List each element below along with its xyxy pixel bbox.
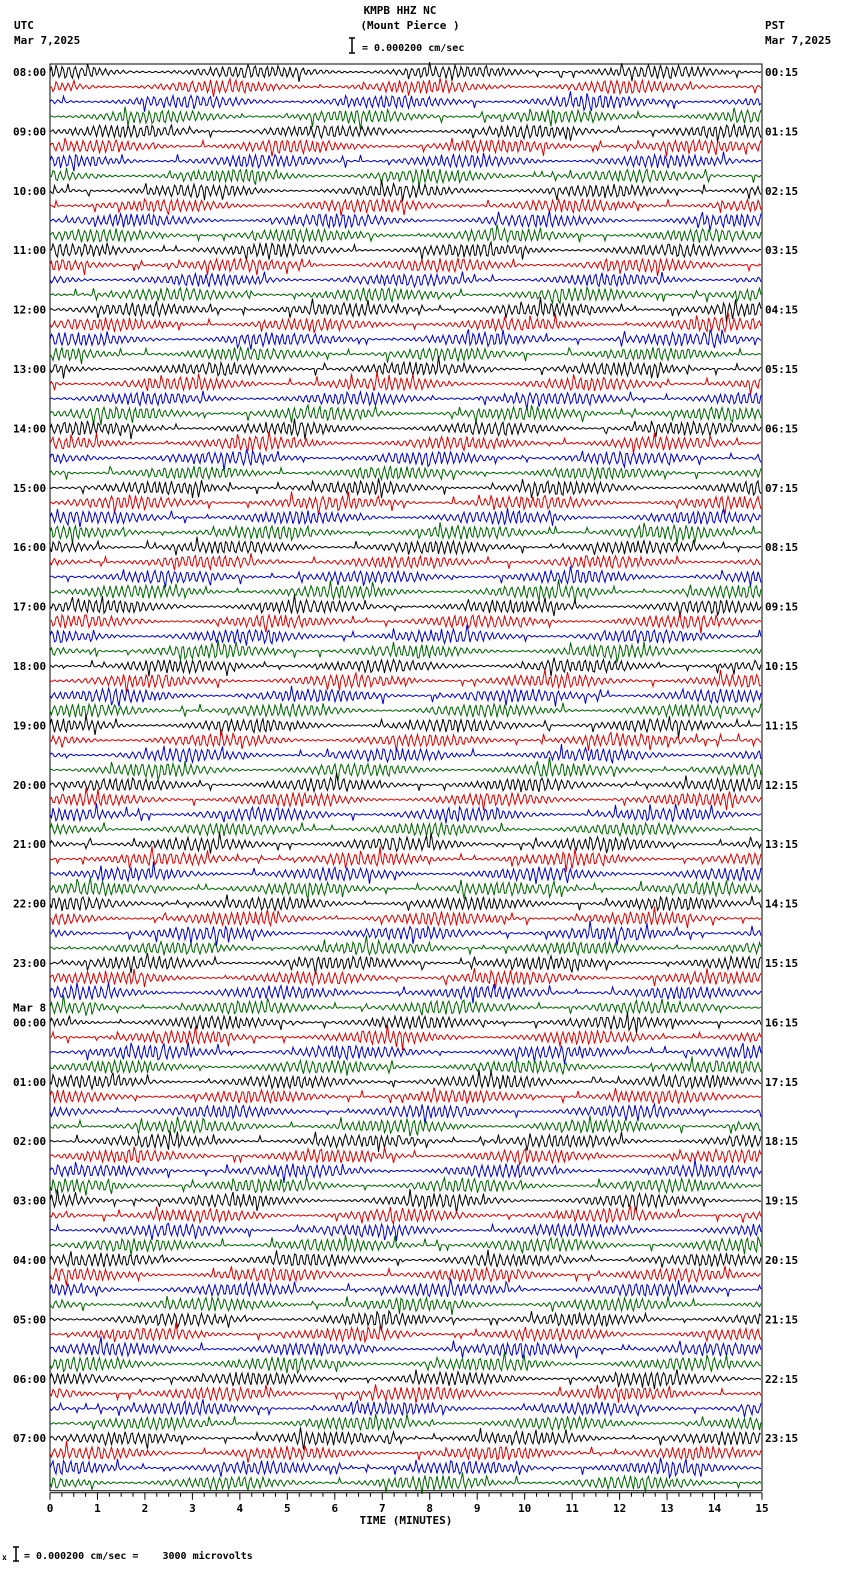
trace-line bbox=[50, 91, 761, 112]
x-tick-label: 10 bbox=[518, 1501, 532, 1515]
trace-line bbox=[50, 788, 761, 810]
station-title: KMPB HHZ NC bbox=[363, 4, 437, 17]
trace-line bbox=[50, 225, 761, 243]
left-hour-label: 07:00 bbox=[13, 1432, 47, 1446]
trace-line bbox=[50, 729, 761, 751]
left-hour-label: 21:00 bbox=[13, 838, 47, 852]
left-hour-label: 15:00 bbox=[13, 481, 47, 495]
trace-line bbox=[50, 449, 761, 471]
left-timezone: UTC bbox=[14, 19, 34, 32]
trace-line bbox=[50, 1458, 761, 1478]
trace-line bbox=[50, 1131, 761, 1152]
trace-line bbox=[50, 272, 761, 287]
x-tick-label: 3 bbox=[189, 1501, 196, 1515]
trace-line bbox=[50, 1207, 761, 1224]
x-tick-label: 5 bbox=[284, 1501, 291, 1515]
trace-line bbox=[50, 1024, 761, 1050]
right-hour-label: 16:15 bbox=[765, 1016, 799, 1030]
trace-line bbox=[50, 1296, 761, 1315]
trace-line bbox=[50, 968, 761, 989]
trace-line bbox=[50, 478, 761, 498]
right-hour-label: 09:15 bbox=[765, 600, 799, 614]
left-hour-label: 14:00 bbox=[13, 422, 47, 436]
x-tick-label: 7 bbox=[378, 1501, 386, 1515]
right-hour-label: 11:15 bbox=[765, 719, 799, 733]
footer-scale-icon bbox=[2, 1545, 22, 1563]
trace-line bbox=[50, 1369, 761, 1389]
trace-line bbox=[50, 833, 761, 854]
right-hour-label: 12:15 bbox=[765, 778, 799, 792]
left-hour-label: 09:00 bbox=[13, 125, 47, 139]
trace-line bbox=[50, 1116, 761, 1137]
trace-line bbox=[50, 522, 761, 544]
trace-line bbox=[50, 1056, 761, 1075]
trace-line bbox=[50, 508, 761, 527]
right-hour-label: 23:15 bbox=[765, 1432, 799, 1446]
trace-line bbox=[50, 1441, 761, 1463]
trace-line bbox=[50, 1414, 761, 1430]
right-hour-label: 06:15 bbox=[765, 422, 799, 436]
right-timezone: PST bbox=[765, 19, 785, 32]
trace-line bbox=[50, 1012, 761, 1033]
x-tick-label: 0 bbox=[46, 1501, 54, 1515]
trace-line bbox=[50, 391, 761, 410]
left-hour-label: 02:00 bbox=[13, 1135, 47, 1149]
left-hour-label: 05:00 bbox=[13, 1313, 47, 1327]
right-hour-label: 00:15 bbox=[765, 66, 799, 79]
trace-line bbox=[50, 553, 761, 570]
x-tick-label: 15 bbox=[755, 1501, 769, 1515]
left-hour-label: 04:00 bbox=[13, 1254, 47, 1267]
trace-line bbox=[50, 953, 761, 975]
left-hour-label: 13:00 bbox=[13, 363, 47, 376]
trace-line bbox=[50, 180, 761, 202]
trace-line bbox=[50, 658, 761, 677]
right-hour-label: 04:15 bbox=[765, 303, 799, 317]
left-hour-label: 08:00 bbox=[13, 66, 47, 79]
trace-line bbox=[50, 1147, 761, 1165]
trace-line bbox=[50, 1160, 761, 1183]
trace-line bbox=[50, 686, 761, 707]
trace-line bbox=[50, 287, 761, 303]
left-hour-label: 19:00 bbox=[13, 719, 47, 733]
trace-line bbox=[50, 152, 761, 172]
trace-line bbox=[50, 356, 761, 378]
trace-line bbox=[50, 297, 761, 322]
site-title: (Mount Pierce ) bbox=[360, 19, 460, 32]
right-hour-label: 01:15 bbox=[765, 125, 799, 139]
left-hour-label: 17:00 bbox=[13, 600, 47, 614]
right-hour-label: 19:15 bbox=[765, 1194, 799, 1208]
svg-text:x: x bbox=[2, 1553, 7, 1562]
trace-line bbox=[50, 78, 761, 97]
trace-line bbox=[50, 1427, 761, 1449]
trace-line bbox=[50, 405, 761, 425]
trace-line bbox=[50, 168, 761, 187]
trace-line bbox=[50, 822, 761, 836]
right-hour-label: 05:15 bbox=[765, 363, 799, 376]
right-hour-label: 17:15 bbox=[765, 1075, 799, 1089]
trace-line bbox=[50, 211, 761, 231]
left-hour-label: 16:00 bbox=[13, 541, 47, 555]
right-hour-label: 13:15 bbox=[765, 838, 799, 852]
scale-label: = 0.000200 cm/sec bbox=[362, 43, 465, 54]
trace-line bbox=[50, 199, 761, 216]
trace-line bbox=[50, 1337, 761, 1359]
footer-scale-note: = 0.000200 cm/sec = 3000 microvolts bbox=[24, 1551, 253, 1562]
trace-line bbox=[50, 744, 761, 763]
right-date: Mar 7,2025 bbox=[765, 34, 832, 47]
trace-line bbox=[50, 595, 761, 618]
trace-line bbox=[50, 1177, 761, 1195]
right-hour-label: 02:15 bbox=[765, 184, 799, 198]
trace-line bbox=[50, 1070, 761, 1089]
trace-line bbox=[50, 431, 761, 453]
date-change-label: Mar 8 bbox=[13, 1001, 47, 1015]
left-hour-label: 20:00 bbox=[13, 778, 47, 792]
left-hour-label: 01:00 bbox=[13, 1075, 47, 1089]
right-hour-label: 08:15 bbox=[765, 541, 799, 555]
x-tick-label: 14 bbox=[707, 1501, 722, 1515]
right-hour-label: 15:15 bbox=[765, 957, 799, 970]
left-hour-label: 18:00 bbox=[13, 660, 47, 673]
trace-line bbox=[50, 1223, 761, 1241]
x-tick-label: 12 bbox=[612, 1501, 627, 1515]
trace-line bbox=[50, 566, 761, 587]
trace-line bbox=[50, 640, 761, 663]
right-hour-label: 20:15 bbox=[765, 1254, 799, 1267]
right-hour-label: 21:15 bbox=[765, 1313, 799, 1327]
x-tick-label: 2 bbox=[141, 1501, 149, 1515]
right-hour-label: 07:15 bbox=[765, 481, 799, 495]
trace-line bbox=[50, 625, 761, 646]
trace-line bbox=[50, 847, 761, 872]
trace-line bbox=[50, 878, 761, 899]
left-hour-label: 11:00 bbox=[13, 244, 47, 258]
trace-line bbox=[50, 537, 761, 556]
trace-line bbox=[50, 62, 761, 82]
trace-line bbox=[50, 579, 761, 603]
trace-line bbox=[50, 921, 761, 946]
trace-line bbox=[50, 1042, 761, 1064]
trace-line bbox=[50, 107, 761, 130]
trace-line bbox=[50, 242, 761, 260]
trace-line bbox=[50, 1088, 761, 1104]
trace-line bbox=[50, 1104, 761, 1124]
x-tick-label: 13 bbox=[660, 1501, 674, 1515]
trace-line bbox=[50, 313, 761, 333]
trace-line bbox=[50, 773, 761, 793]
trace-line bbox=[50, 125, 761, 142]
right-hour-label: 03:15 bbox=[765, 244, 799, 258]
trace-line bbox=[50, 907, 761, 928]
trace-line bbox=[50, 1266, 761, 1286]
right-hour-label: 18:15 bbox=[765, 1135, 799, 1149]
trace-line bbox=[50, 492, 761, 515]
trace-line bbox=[50, 466, 761, 480]
x-tick-label: 9 bbox=[473, 1501, 481, 1515]
trace-line bbox=[50, 1352, 761, 1374]
left-hour-label: 06:00 bbox=[13, 1372, 47, 1386]
trace-line bbox=[50, 347, 761, 364]
left-hour-label: 22:00 bbox=[13, 897, 47, 911]
trace-line bbox=[50, 1250, 761, 1268]
x-tick-label: 6 bbox=[331, 1501, 339, 1515]
trace-line bbox=[50, 803, 761, 823]
trace-line bbox=[50, 1278, 761, 1297]
right-hour-label: 14:15 bbox=[765, 897, 799, 911]
trace-line bbox=[50, 669, 761, 693]
left-hour-label: 00:00 bbox=[13, 1016, 47, 1030]
left-hour-label: 12:00 bbox=[13, 303, 47, 317]
x-tick-label: 11 bbox=[565, 1501, 579, 1515]
right-hour-label: 10:15 bbox=[765, 660, 799, 673]
x-tick-label: 8 bbox=[426, 1501, 434, 1515]
trace-line bbox=[50, 329, 761, 349]
trace-line bbox=[50, 1399, 761, 1417]
trace-line bbox=[50, 372, 761, 395]
x-tick-label: 4 bbox=[236, 1501, 244, 1515]
left-date: Mar 7,2025 bbox=[14, 34, 81, 47]
left-hour-label: 03:00 bbox=[13, 1194, 47, 1208]
right-hour-label: 22:15 bbox=[765, 1372, 799, 1386]
left-hour-label: 10:00 bbox=[13, 184, 47, 198]
trace-line bbox=[50, 703, 761, 718]
left-hour-label: 23:00 bbox=[13, 957, 47, 970]
trace-line bbox=[50, 258, 761, 276]
x-tick-label: 1 bbox=[94, 1501, 101, 1515]
x-axis-label: TIME (MINUTES) bbox=[359, 1513, 453, 1527]
trace-line bbox=[50, 1235, 761, 1255]
